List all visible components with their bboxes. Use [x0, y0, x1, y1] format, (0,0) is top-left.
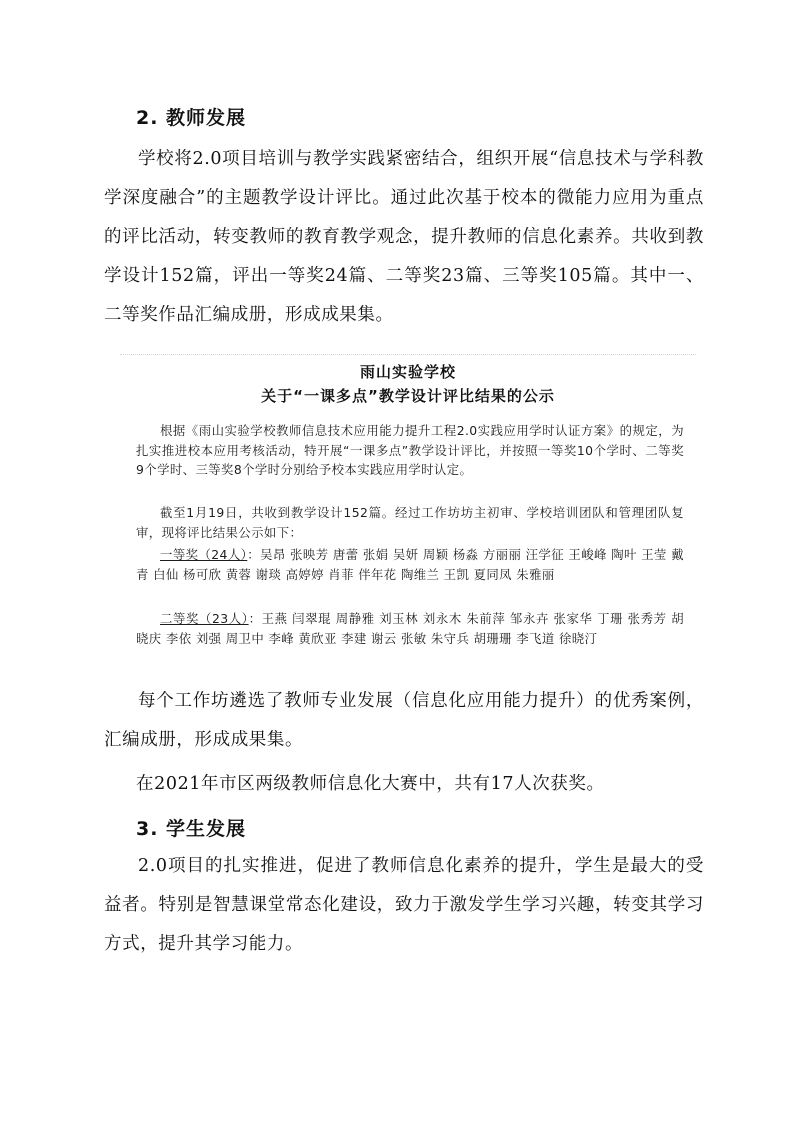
paragraph-teacher-development: 学校将2.0项目培训与教学实践紧密结合，组织开展“信息技术与学科教学深度融合”的主题教学设计评比。通过此次基于校本的微能力应用为重点的评比活动，转变教师的教育教学观念，提升教师的信息化素养。共收到教学设计152篇，评出一等奖24篇、二等奖23篇、三等奖105篇。其中一、二等奖作品汇编成册，形成成果集。: [104, 149, 704, 325]
notice-title: 关于“一课多点”教学设计评比结果的公示: [261, 387, 555, 405]
notice-first-prize: [136, 545, 684, 584]
first-prize-label: 一等奖（24人）: [160, 547, 248, 562]
notice-paragraph-result: 截至1月19日，共收到教学设计152篇。经过工作坊坊主初审、学校培训团队和管理团队复审，现将评比结果公示如下：: [136, 505, 684, 540]
section-heading-teacher-development: 2. 教师发展: [136, 107, 247, 129]
paragraph-award-count: 在2021年市区两级教师信息化大赛中，共有17人次获奖。: [136, 774, 605, 794]
paragraph-excellent-cases: 每个工作坊遴选了教师专业发展（信息化应用能力提升）的优秀案例，汇编成册，形成成果集。: [104, 691, 704, 750]
first-prize-names: ：吴昂 张映芳 唐蕾 张娟 吴妍 周颖 杨淼 方丽丽 汪学征 王峻峰 陶叶 王莹 戴青 白仙 杨可欣 黄蓉 谢琰 高婷婷 肖菲 伴年花 陶维兰 王凯 夏同凤 朱雅丽: [136, 547, 684, 582]
notice-paragraph-basis: 根据《雨山实验学校教师信息技术应用能力提升工程2.0实践应用学时认证方案》的规定，为扎实推进校本应用考核活动，特开展“一课多点”教学设计评比，并按照一等奖10个学时、二等奖9个学时、三等奖8个学时分别给予校本实践应用学时认定。: [136, 423, 684, 477]
notice-second-prize: [136, 609, 684, 648]
notice-school-name: 雨山实验学校: [359, 363, 456, 381]
paragraph-student-development: 2.0项目的扎实推进，促进了教师信息化素养的提升，学生是最大的受益者。特别是智慧课堂常态化建设，致力于激发学生学习兴趣，转变其学习方式，提升其学习能力。: [104, 856, 704, 954]
section-heading-student-development: 3. 学生发展: [136, 818, 247, 840]
second-prize-label: 二等奖（23人）: [160, 611, 249, 626]
second-prize-names: ：王燕 闫翠琨 周静雅 刘玉林 刘永木 朱前萍 邹永卉 张家华 丁珊 张秀芳 胡晓庆 李依 刘强 周卫中 李峰 黄欣亚 李建 谢云 张敏 朱守兵 胡珊珊 李飞道 徐晓汀: [136, 611, 684, 646]
embedded-notice-image: [120, 354, 696, 673]
